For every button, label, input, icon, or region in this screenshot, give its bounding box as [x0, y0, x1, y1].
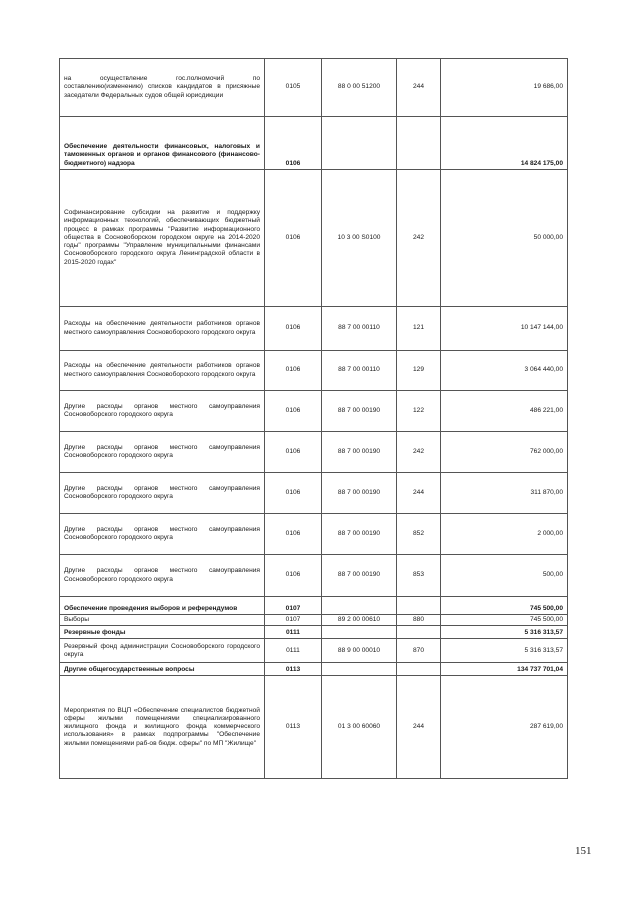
row-amount: 287 619,00: [441, 676, 568, 779]
row-target-code: 89 2 00 00610: [322, 615, 397, 626]
row-target-code: 88 7 00 00190: [322, 555, 397, 597]
row-target-code: 01 3 00 60060: [322, 676, 397, 779]
row-section-code: 0106: [265, 555, 322, 597]
row-expense-kind: 880: [397, 615, 441, 626]
section-row: [60, 663, 568, 676]
table-row: [60, 615, 568, 626]
row-amount: 486 221,00: [441, 391, 568, 432]
row-expense-kind: 244: [397, 676, 441, 779]
row-amount: 10 147 144,00: [441, 307, 568, 351]
table-row: [60, 59, 568, 117]
row-target-code: 88 7 00 00190: [322, 473, 397, 514]
row-expense-kind: 242: [397, 432, 441, 473]
row-expense-kind: 852: [397, 514, 441, 555]
row-section-code: 0113: [265, 676, 322, 779]
row-amount: 50 000,00: [441, 170, 568, 307]
section-row: [60, 597, 568, 615]
row-section-code: 0106: [265, 432, 322, 473]
row-section-code: 0105: [265, 59, 322, 117]
table-row: [60, 514, 568, 555]
table-row: [60, 676, 568, 779]
row-name: Расходы на обеспечение деятельности работников органов местного самоуправления Сосновоборского городского округа: [60, 307, 265, 351]
row-amount: 14 824 175,00: [441, 117, 568, 170]
row-section-code: 0107: [265, 597, 322, 615]
row-name: Другие расходы органов местного самоуправления Сосновоборского городского округа: [60, 514, 265, 555]
row-target-code: [322, 663, 397, 676]
row-target-code: [322, 626, 397, 639]
row-name: Резервные фонды: [60, 626, 265, 639]
row-section-code: 0106: [265, 514, 322, 555]
row-target-code: 88 7 00 00110: [322, 351, 397, 391]
row-target-code: 88 0 00 51200: [322, 59, 397, 117]
row-expense-kind: [397, 663, 441, 676]
row-expense-kind: 244: [397, 59, 441, 117]
row-expense-kind: 870: [397, 639, 441, 663]
row-expense-kind: 242: [397, 170, 441, 307]
page-number: 151: [575, 845, 592, 857]
row-target-code: [322, 597, 397, 615]
row-name: Другие расходы органов местного самоуправления Сосновоборского городского округа: [60, 473, 265, 514]
row-amount: 762 000,00: [441, 432, 568, 473]
table-row: [60, 432, 568, 473]
row-name: на осуществление гос.полномочий по составлению(изменению) списков кандидатов в присяжные заседатели Федеральных судов общей юрисдикции: [60, 59, 265, 117]
row-target-code: 88 7 00 00190: [322, 432, 397, 473]
row-name: Другие расходы органов местного самоуправления Сосновоборского городского округа: [60, 555, 265, 597]
row-amount: 134 737 701,04: [441, 663, 568, 676]
section-row: [60, 117, 568, 170]
table-row: [60, 391, 568, 432]
table-row: [60, 473, 568, 514]
row-expense-kind: [397, 626, 441, 639]
row-name: Обеспечение деятельности финансовых, налоговых и таможенных органов и органов финансового (финансово-бюджетного) надзора: [60, 117, 265, 170]
table-row: [60, 555, 568, 597]
row-section-code: 0106: [265, 307, 322, 351]
row-amount: 2 000,00: [441, 514, 568, 555]
row-section-code: 0107: [265, 615, 322, 626]
row-expense-kind: [397, 597, 441, 615]
row-name: Мероприятия по ВЦП «Обеспечение специалистов бюджетной сферы жилыми помещениями специализированного жилищного фонда и жилищного фонда коммерческого использования» в рамках подпрограммы "Обеспечение жилыми помещениями раб-ов бюдж. сферы" по МП "Жилище": [60, 676, 265, 779]
row-expense-kind: [397, 117, 441, 170]
row-name: Выборы: [60, 615, 265, 626]
row-amount: 311 870,00: [441, 473, 568, 514]
row-expense-kind: 121: [397, 307, 441, 351]
row-name: Другие расходы органов местного самоуправления Сосновоборского городского округа: [60, 391, 265, 432]
row-section-code: 0106: [265, 473, 322, 514]
row-target-code: 88 7 00 00110: [322, 307, 397, 351]
row-section-code: 0106: [265, 117, 322, 170]
row-amount: 745 500,00: [441, 615, 568, 626]
row-target-code: 88 7 00 00190: [322, 514, 397, 555]
row-section-code: 0106: [265, 170, 322, 307]
row-section-code: 0106: [265, 351, 322, 391]
row-name: Другие расходы органов местного самоуправления Сосновоборского городского округа: [60, 432, 265, 473]
row-expense-kind: 129: [397, 351, 441, 391]
row-name: Софинансирование субсидии на развитие и поддержку информационных технологий, обеспечивающих бюджетный процесс в рамках программы "Развитие информационного общества в Сосновоборском городском округе на 2014-2020 годы" программы "Управление муниципальными финансами Сосновоборского городского округа Ленинградской области в 2015-2020 годах": [60, 170, 265, 307]
row-name: Обеспечение проведения выборов и референдумов: [60, 597, 265, 615]
section-row: [60, 626, 568, 639]
row-target-code: 88 9 00 00010: [322, 639, 397, 663]
row-name: Резервный фонд администрации Сосновоборского городского округа: [60, 639, 265, 663]
row-name: Расходы на обеспечение деятельности работников органов местного самоуправления Сосновоборского городского округа: [60, 351, 265, 391]
row-expense-kind: 122: [397, 391, 441, 432]
row-target-code: 10 3 00 S0100: [322, 170, 397, 307]
table-row: [60, 351, 568, 391]
row-amount: 19 686,00: [441, 59, 568, 117]
table-row: [60, 639, 568, 663]
budget-table: [59, 58, 568, 779]
budget-table-body: [60, 59, 568, 779]
row-amount: 5 316 313,57: [441, 639, 568, 663]
row-amount: 5 316 313,57: [441, 626, 568, 639]
row-section-code: 0111: [265, 639, 322, 663]
row-section-code: 0111: [265, 626, 322, 639]
row-target-code: 88 7 00 00190: [322, 391, 397, 432]
table-row: [60, 307, 568, 351]
row-expense-kind: 244: [397, 473, 441, 514]
row-target-code: [322, 117, 397, 170]
row-name: Другие общегосударственные вопросы: [60, 663, 265, 676]
row-amount: 745 500,00: [441, 597, 568, 615]
row-section-code: 0113: [265, 663, 322, 676]
row-amount: 3 064 440,00: [441, 351, 568, 391]
table-row: [60, 170, 568, 307]
row-expense-kind: 853: [397, 555, 441, 597]
row-section-code: 0106: [265, 391, 322, 432]
row-amount: 500,00: [441, 555, 568, 597]
